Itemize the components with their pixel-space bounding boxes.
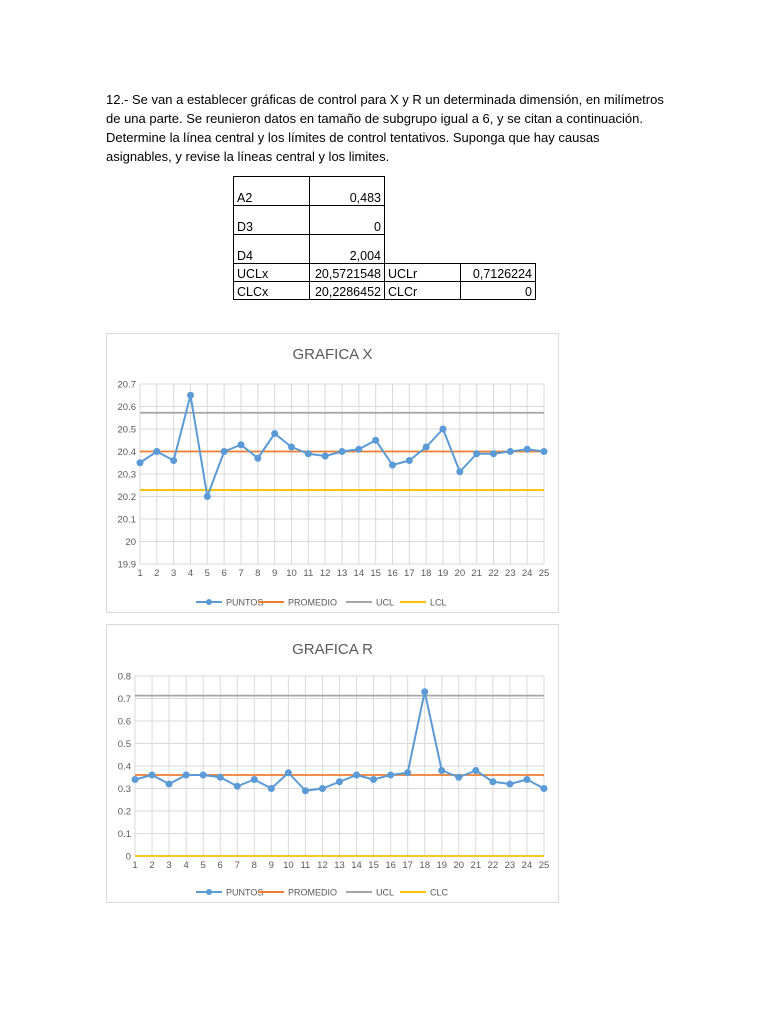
data-point bbox=[473, 768, 479, 774]
chart-title: GRAFICA R bbox=[292, 641, 373, 658]
data-point bbox=[457, 469, 463, 475]
y-tick-label: 0.8 bbox=[117, 671, 131, 683]
table-cell: 0,7126224 bbox=[461, 264, 536, 282]
table-cell: D3 bbox=[234, 206, 310, 235]
x-tick-label: 19 bbox=[436, 860, 448, 871]
table-row bbox=[234, 206, 536, 235]
data-point bbox=[524, 446, 530, 452]
y-tick-label: 20 bbox=[125, 537, 136, 548]
table-cell: 0 bbox=[461, 282, 536, 300]
x-tick-label: 17 bbox=[402, 860, 413, 871]
legend-label: PUNTOS bbox=[226, 887, 264, 898]
table-cell: 20,2286452 bbox=[310, 282, 385, 300]
x-tick-label: 24 bbox=[521, 860, 533, 871]
constants-table bbox=[233, 176, 536, 300]
x-tick-label: 1 bbox=[132, 860, 138, 871]
y-tick-label: 0.1 bbox=[117, 829, 131, 840]
x-tick-label: 9 bbox=[268, 860, 274, 871]
x-tick-label: 8 bbox=[255, 568, 261, 579]
x-tick-label: 3 bbox=[171, 568, 177, 579]
data-point bbox=[171, 458, 177, 464]
data-point bbox=[234, 783, 240, 789]
y-tick-label: 19.9 bbox=[117, 559, 136, 571]
y-tick-label: 20.1 bbox=[117, 514, 136, 526]
data-point bbox=[272, 431, 278, 437]
data-point bbox=[422, 689, 428, 695]
x-tick-label: 24 bbox=[521, 568, 533, 579]
data-point bbox=[439, 768, 445, 774]
data-point bbox=[507, 781, 513, 787]
table-row bbox=[234, 177, 536, 206]
data-point bbox=[302, 788, 308, 794]
data-point bbox=[188, 392, 194, 398]
legend-label: PROMEDIO bbox=[288, 887, 338, 898]
legend-label: LCL bbox=[430, 597, 447, 608]
problem-statement: 12.- Se van a establecer gráficas de control para X y R un determinada dimensión, en milímetros de una parte. Se reunieron datos en tamaño de subgrupo igual a 6, y se citan a continuación. Determine la línea central y los límites de control tentativos. Suponga que hay causas asignables, y revise la líneas central y los limites. bbox=[106, 92, 664, 164]
x-tick-label: 10 bbox=[283, 860, 294, 871]
legend-label: UCL bbox=[376, 597, 395, 608]
x-tick-label: 7 bbox=[238, 568, 244, 579]
x-tick-label: 11 bbox=[303, 568, 314, 579]
y-tick-label: 20.3 bbox=[117, 469, 136, 481]
data-point bbox=[337, 779, 343, 785]
legend-label: CLC bbox=[430, 887, 449, 898]
data-point bbox=[371, 777, 377, 783]
x-tick-label: 18 bbox=[420, 568, 432, 579]
data-point bbox=[405, 770, 411, 776]
x-tick-label: 16 bbox=[385, 860, 396, 871]
x-tick-label: 6 bbox=[221, 568, 227, 579]
data-point bbox=[406, 458, 412, 464]
y-tick-label: 20.6 bbox=[117, 402, 136, 413]
data-point bbox=[474, 451, 480, 457]
data-point bbox=[507, 449, 513, 455]
x-tick-label: 7 bbox=[234, 860, 240, 871]
legend-marker bbox=[206, 889, 212, 895]
chart-r-container bbox=[106, 624, 559, 903]
data-point bbox=[251, 777, 257, 783]
x-tick-label: 12 bbox=[319, 568, 331, 579]
x-tick-label: 23 bbox=[504, 860, 516, 871]
data-point bbox=[456, 774, 462, 780]
table-cell: 0,483 bbox=[310, 177, 385, 206]
y-tick-label: 0.2 bbox=[117, 806, 131, 818]
data-point bbox=[217, 774, 223, 780]
y-tick-label: 0.3 bbox=[117, 784, 131, 795]
table-cell: UCLx bbox=[234, 264, 310, 282]
chart-x bbox=[107, 334, 558, 612]
y-tick-label: 0.5 bbox=[117, 739, 131, 750]
y-tick-label: 0.4 bbox=[117, 761, 131, 773]
x-tick-label: 2 bbox=[154, 568, 160, 579]
data-point bbox=[319, 786, 325, 792]
data-point bbox=[289, 444, 295, 450]
table-row bbox=[234, 235, 536, 264]
data-point bbox=[356, 446, 362, 452]
x-tick-label: 12 bbox=[317, 860, 328, 871]
x-tick-label: 16 bbox=[387, 568, 398, 579]
x-tick-label: 22 bbox=[488, 568, 499, 579]
legend-label: PROMEDIO bbox=[288, 597, 338, 608]
legend-marker bbox=[206, 599, 212, 605]
data-point bbox=[200, 772, 206, 778]
x-tick-label: 22 bbox=[487, 860, 499, 871]
data-point bbox=[268, 786, 274, 792]
chart-x-container bbox=[106, 333, 559, 613]
data-point bbox=[388, 772, 394, 778]
data-point bbox=[183, 772, 189, 778]
y-tick-label: 20.2 bbox=[117, 492, 136, 503]
x-tick-label: 20 bbox=[454, 568, 466, 579]
y-tick-label: 20.7 bbox=[117, 379, 136, 391]
table-row bbox=[234, 264, 536, 282]
y-tick-label: 20.5 bbox=[117, 424, 136, 436]
table-cell: CLCr bbox=[385, 282, 461, 300]
x-tick-label: 3 bbox=[166, 860, 172, 871]
data-point bbox=[322, 453, 328, 459]
x-tick-label: 14 bbox=[353, 568, 365, 579]
y-tick-label: 20.4 bbox=[117, 447, 136, 458]
data-point bbox=[255, 455, 261, 461]
data-point bbox=[491, 451, 497, 457]
data-point bbox=[149, 772, 155, 778]
data-point bbox=[339, 449, 345, 455]
data-point bbox=[373, 437, 379, 443]
x-tick-label: 10 bbox=[286, 568, 297, 579]
x-tick-label: 13 bbox=[334, 860, 345, 871]
table-cell: D4 bbox=[234, 235, 310, 264]
table-row bbox=[234, 282, 536, 300]
data-point bbox=[221, 449, 227, 455]
x-tick-label: 19 bbox=[437, 568, 449, 579]
data-point bbox=[390, 462, 396, 468]
table-cell: 2,004 bbox=[310, 235, 385, 264]
x-tick-label: 13 bbox=[336, 568, 348, 579]
y-tick-label: 0.7 bbox=[117, 694, 131, 705]
x-tick-label: 25 bbox=[538, 568, 550, 579]
y-tick-label: 0 bbox=[125, 851, 131, 863]
x-tick-label: 21 bbox=[471, 568, 482, 579]
data-point bbox=[423, 444, 429, 450]
chart-r bbox=[107, 625, 558, 902]
x-tick-label: 11 bbox=[300, 860, 311, 871]
data-point bbox=[440, 426, 446, 432]
data-point bbox=[204, 494, 210, 500]
table-cell: UCLr bbox=[385, 264, 461, 282]
table-cell: A2 bbox=[234, 177, 310, 206]
table-cell: 0 bbox=[310, 206, 385, 235]
legend-label: UCL bbox=[376, 887, 395, 898]
table-cell: 20,5721548 bbox=[310, 264, 385, 282]
table-cell: CLCx bbox=[234, 282, 310, 300]
x-tick-label: 21 bbox=[470, 860, 482, 871]
x-tick-label: 4 bbox=[187, 568, 194, 579]
x-tick-label: 14 bbox=[351, 860, 362, 871]
data-point bbox=[490, 779, 496, 785]
x-tick-label: 15 bbox=[368, 860, 379, 871]
data-point bbox=[541, 786, 547, 792]
x-tick-label: 1 bbox=[137, 568, 143, 579]
chart-title: GRAFICA X bbox=[292, 346, 373, 363]
x-tick-label: 15 bbox=[370, 568, 381, 579]
x-tick-label: 23 bbox=[505, 568, 516, 579]
x-tick-label: 17 bbox=[404, 568, 415, 579]
legend-label: PUNTOS bbox=[226, 597, 264, 608]
data-point bbox=[285, 770, 291, 776]
x-tick-label: 20 bbox=[453, 860, 465, 871]
x-tick-label: 5 bbox=[200, 860, 206, 871]
x-tick-label: 5 bbox=[204, 568, 210, 579]
data-point bbox=[524, 777, 530, 783]
x-tick-label: 2 bbox=[149, 860, 155, 871]
data-point bbox=[132, 777, 138, 783]
y-tick-label: 0.6 bbox=[117, 716, 131, 728]
data-point bbox=[305, 451, 311, 457]
x-tick-label: 9 bbox=[272, 568, 278, 579]
x-tick-label: 4 bbox=[183, 860, 189, 871]
x-tick-label: 8 bbox=[251, 860, 257, 871]
data-point bbox=[137, 460, 143, 466]
data-point bbox=[154, 449, 160, 455]
data-point bbox=[354, 772, 360, 778]
data-point bbox=[166, 781, 172, 787]
x-tick-label: 25 bbox=[538, 860, 550, 871]
x-tick-label: 6 bbox=[217, 860, 223, 871]
data-point bbox=[541, 449, 547, 455]
x-tick-label: 18 bbox=[419, 860, 430, 871]
data-point bbox=[238, 442, 244, 448]
